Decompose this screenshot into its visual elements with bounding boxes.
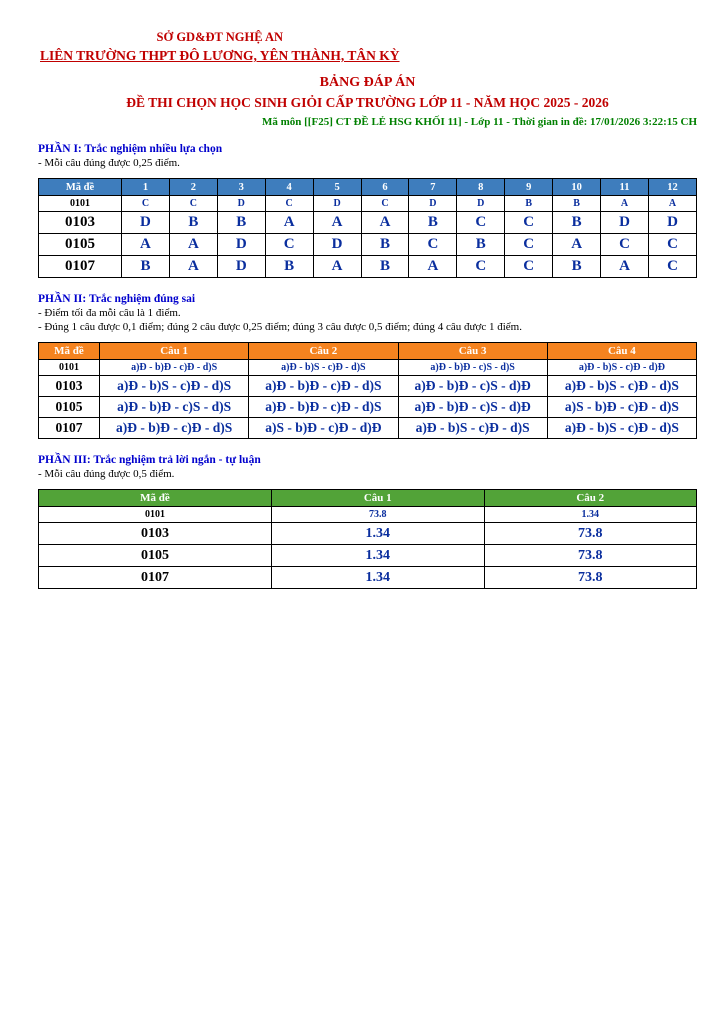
answer-cell: a)Đ - b)Đ - c)S - d)Đ (398, 397, 547, 418)
answer-cell: C (409, 234, 457, 256)
answer-cell: 73.8 (484, 567, 697, 589)
table-row (39, 507, 697, 523)
answer-cell: a)Đ - b)S - c)Đ - d)S (547, 376, 696, 397)
answer-cell: 1.34 (272, 545, 485, 567)
answer-cell: 1.34 (484, 507, 697, 523)
answer-cell: a)Đ - b)S - c)Đ - d)S (100, 376, 249, 397)
answer-cell: C (122, 196, 170, 212)
column-header: Câu 3 (398, 343, 547, 360)
table-header-row (39, 179, 697, 196)
answer-cell: D (648, 212, 696, 234)
answer-cell: A (601, 256, 649, 278)
answer-cell: C (505, 212, 553, 234)
document-title: BẢNG ĐÁP ÁN (319, 75, 416, 90)
answer-cell: a)Đ - b)Đ - c)Đ - d)S (249, 376, 398, 397)
table-header-row (39, 490, 697, 507)
column-header: 7 (409, 179, 457, 196)
exam-code: 0107 (39, 567, 272, 589)
answer-cell: A (169, 256, 217, 278)
column-header: Mã đề (39, 490, 272, 507)
exam-code: 0107 (39, 418, 100, 439)
column-header: 4 (265, 179, 313, 196)
answer-cell: 73.8 (272, 507, 485, 523)
answer-cell: B (505, 196, 553, 212)
answer-cell: A (409, 256, 457, 278)
answer-cell: A (169, 234, 217, 256)
answer-cell: D (457, 196, 505, 212)
column-header: 9 (505, 179, 553, 196)
part2-title: PHẦN II: Trắc nghiệm đúng sai (38, 293, 196, 305)
exam-code: 0105 (39, 397, 100, 418)
answer-cell: B (553, 256, 601, 278)
answer-cell: D (122, 212, 170, 234)
answer-cell: 1.34 (272, 567, 485, 589)
exam-code: 0103 (39, 376, 100, 397)
table-row (39, 360, 697, 376)
answer-cell: 73.8 (484, 545, 697, 567)
answer-cell: 73.8 (484, 523, 697, 545)
answer-cell: B (361, 256, 409, 278)
answer-cell: A (313, 212, 361, 234)
answer-cell: D (313, 234, 361, 256)
table-row (39, 567, 697, 589)
column-header: 10 (553, 179, 601, 196)
answer-cell: B (553, 196, 601, 212)
answer-cell: a)Đ - b)S - c)Đ - d)S (547, 418, 696, 439)
exam-code: 0101 (39, 507, 272, 523)
answer-cell: a)Đ - b)Đ - c)Đ - d)S (100, 418, 249, 439)
exam-code: 0105 (39, 234, 122, 256)
table-row (39, 212, 697, 234)
part1-note: - Mỗi câu đúng được 0,25 điểm. (38, 157, 180, 169)
answer-cell: B (553, 212, 601, 234)
answer-cell: A (601, 196, 649, 212)
part2-note-1: - Điểm tối đa mỗi câu là 1 điểm. (38, 307, 181, 319)
answer-cell: D (313, 196, 361, 212)
school-name: LIÊN TRƯỜNG THPT ĐÔ LƯƠNG, YÊN THÀNH, TÂN KỲ (40, 48, 400, 63)
answer-cell: A (313, 256, 361, 278)
column-header: Câu 1 (272, 490, 485, 507)
answer-cell: a)S - b)Đ - c)Đ - d)Đ (249, 418, 398, 439)
answer-cell: a)Đ - b)Đ - c)S - d)Đ (398, 376, 547, 397)
column-header: 5 (313, 179, 361, 196)
column-header: Câu 1 (100, 343, 249, 360)
answer-cell: a)Đ - b)Đ - c)S - d)S (398, 360, 547, 376)
answer-cell: C (505, 234, 553, 256)
answer-cell: 1.34 (272, 523, 485, 545)
answer-cell: a)Đ - b)Đ - c)Đ - d)S (100, 360, 249, 376)
column-header: 12 (648, 179, 696, 196)
answer-cell: C (457, 212, 505, 234)
answer-cell: D (217, 196, 265, 212)
table-row (39, 256, 697, 278)
table-row (39, 523, 697, 545)
org-header (40, 30, 400, 64)
answer-cell: C (648, 234, 696, 256)
answer-cell: a)Đ - b)S - c)Đ - d)S (398, 418, 547, 439)
table-row (39, 234, 697, 256)
column-header: 3 (217, 179, 265, 196)
part3-title: PHẦN III: Trắc nghiệm trả lời ngắn - tự luận (38, 454, 261, 466)
answer-cell: B (217, 212, 265, 234)
answer-cell: C (457, 256, 505, 278)
answer-cell: D (217, 256, 265, 278)
answer-cell: C (265, 234, 313, 256)
answer-cell: A (648, 196, 696, 212)
table-row (39, 376, 697, 397)
answer-cell: a)Đ - b)Đ - c)Đ - d)S (249, 397, 398, 418)
column-header: 1 (122, 179, 170, 196)
part2-answer-table (38, 342, 697, 439)
column-header: Câu 2 (249, 343, 398, 360)
part3-note: - Mỗi câu đúng được 0,5 điểm. (38, 468, 175, 480)
answer-cell: C (648, 256, 696, 278)
column-header: Câu 4 (547, 343, 696, 360)
table-header-row (39, 343, 697, 360)
exam-title: ĐỀ THI CHỌN HỌC SINH GIỎI CẤP TRƯỜNG LỚP 11 - NĂM HỌC 2025 - 2026 (126, 95, 609, 110)
department-name: SỞ GD&ĐT NGHỆ AN (156, 30, 284, 44)
exam-code: 0107 (39, 256, 122, 278)
exam-code: 0101 (39, 360, 100, 376)
answer-cell: B (409, 212, 457, 234)
part1-answer-table (38, 178, 697, 278)
answer-cell: B (122, 256, 170, 278)
answer-cell: C (169, 196, 217, 212)
answer-cell: C (505, 256, 553, 278)
table-row (39, 397, 697, 418)
answer-cell: C (601, 234, 649, 256)
answer-cell: D (601, 212, 649, 234)
part2-note-2: - Đúng 1 câu được 0,1 điểm; đúng 2 câu được 0,25 điểm; đúng 3 câu được 0,5 điểm; đúng 4 câu được 1 điểm. (38, 321, 522, 333)
column-header: 6 (361, 179, 409, 196)
answer-cell: a)Đ - b)S - c)Đ - d)Đ (547, 360, 696, 376)
answer-cell: D (217, 234, 265, 256)
exam-code: 0103 (39, 212, 122, 234)
answer-cell: B (169, 212, 217, 234)
column-header: 8 (457, 179, 505, 196)
column-header: Câu 2 (484, 490, 697, 507)
part1-title: PHẦN I: Trắc nghiệm nhiều lựa chọn (38, 143, 223, 155)
answer-cell: a)Đ - b)S - c)Đ - d)S (249, 360, 398, 376)
column-header: 11 (601, 179, 649, 196)
table-row (39, 196, 697, 212)
answer-cell: a)S - b)Đ - c)Đ - d)S (547, 397, 696, 418)
answer-cell: D (409, 196, 457, 212)
answer-cell: B (265, 256, 313, 278)
column-header: Mã đề (39, 343, 100, 360)
answer-cell: a)Đ - b)Đ - c)S - d)S (100, 397, 249, 418)
answer-cell: B (361, 234, 409, 256)
column-header: Mã đề (39, 179, 122, 196)
part3-answer-table (38, 489, 697, 589)
table-row (39, 545, 697, 567)
exam-code: 0105 (39, 545, 272, 567)
exam-code: 0103 (39, 523, 272, 545)
exam-meta: Mã môn [[F25] CT ĐỀ LẺ HSG KHỐI 11] - Lớp 11 - Thời gian in đề: 17/01/2026 3:22:15 CH (261, 116, 697, 128)
answer-cell: C (265, 196, 313, 212)
answer-cell: B (457, 234, 505, 256)
answer-cell: C (361, 196, 409, 212)
answer-cell: A (553, 234, 601, 256)
table-row (39, 418, 697, 439)
answer-cell: A (361, 212, 409, 234)
answer-cell: A (265, 212, 313, 234)
column-header: 2 (169, 179, 217, 196)
exam-code: 0101 (39, 196, 122, 212)
answer-cell: A (122, 234, 170, 256)
